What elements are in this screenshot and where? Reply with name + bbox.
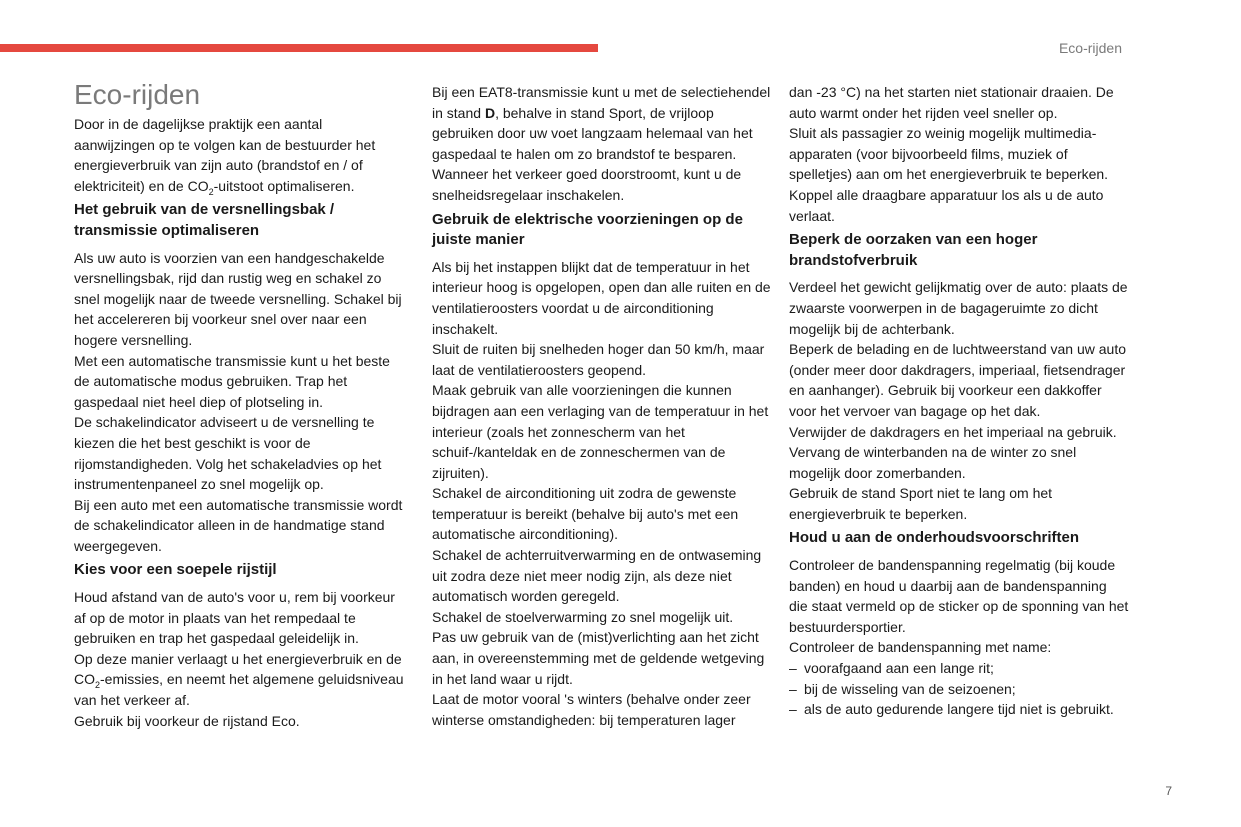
paragraph-indicator-auto: Bij een auto met een automatische transmissie wordt de schakelindicator alleen in de handmatige stand weergegeven. xyxy=(74,496,403,554)
page-title: Eco-rijden xyxy=(74,79,201,110)
heading-transmission: Het gebruik van de versnellingsbak / transmissie optimaliseren xyxy=(74,201,335,239)
paragraph-automatic: Met een automatische transmissie kunt u het beste de automatische modus gebruiken. Trap het gaspedaal niet heel diep of plotseling in. xyxy=(74,352,390,410)
paragraph-winter-tyres: Vervang de winterbanden na de winter zo snel mogelijk door zomerbanden. xyxy=(789,444,1077,481)
paragraph-distance: Houd afstand van de auto's voor u, rem bij voorkeur af op de motor in plaats van het rempedaal te gebruiken en trap het gaspedaal geleidelijk in. xyxy=(74,589,395,647)
header-accent-bar xyxy=(0,44,598,52)
heading-maintenance: Houd u aan de onderhoudsvoorschriften xyxy=(789,529,1080,547)
paragraph-pressure-when: Controleer de bandenspanning met name: xyxy=(789,639,1052,656)
paragraph-disconnect: Koppel alle draagbare apparatuur los als u de auto verlaat. xyxy=(789,186,1104,224)
paragraph-lights: Pas uw gebruik van de (mist)verlichting aan het zicht aan, in overeenstemming met de geldende wetgeving in het land waar u rijdt. xyxy=(432,629,765,687)
intro-paragraph: Door in de dagelijkse praktijk een aantal aanwijzingen op te volgen kan de bestuurder het energieverbruik van zijn auto (brandstof en / of elektriciteit) en de $CO_2$-uitstoot optimaliseren. xyxy=(74,116,376,197)
heading-fuel-causes: Beperk de oorzaken van een hoger brandstofverbruik xyxy=(789,231,1038,269)
paragraph-manual: Als uw auto is voorzien van een handgeschakelde versnellingsbak, rijd dan rustig weg en schakel zo snel mogelijk naar de tweede versnelling. Schakel bij het accelereren bij voorkeur snel over naar een hogere versnelling. xyxy=(74,249,402,348)
paragraph-cruise-control: Wanneer het verkeer goed doorstroomt, kunt u de snelheidsregelaar inschakelen. xyxy=(432,166,742,203)
paragraph-tyre-pressure: Controleer de bandenspanning regelmatig (bij koude banden) en houd u daarbij aan de bandenspanning die staat vermeld op de sticker op de sponning van het bestuurdersportier. xyxy=(789,557,1129,635)
paragraph-shift-indicator: De schakelindicator adviseert u de versnelling te kiezen die het best geschikt is voor de rijomstandigheden. Volg het schakeladvies op het instrumentenpaneel zo snel mogelijk op. xyxy=(74,414,382,493)
paragraph-weight: Verdeel het gewicht gelijkmatig over de auto: plaats de zwaarste voorwerpen in de bagageruimte zo dicht mogelijk bij de achterbank. xyxy=(789,279,1128,337)
running-header: Eco-rijden xyxy=(1058,40,1122,56)
paragraph-idle: Laat de motor vooral 's winters (behalve onder zeer winterse omstandigheden: bij temperaturen lager xyxy=(432,691,751,728)
heading-smooth-driving: Kies voor een soepele rijstijl xyxy=(74,561,277,579)
paragraph-multimedia: Sluit als passagier zo weinig mogelijk multimedia-apparaten (voor bijvoorbeeld films, muziek of spelletjes) aan om het energieverbruik te beperken. xyxy=(789,125,1109,183)
column-3 xyxy=(789,82,1129,720)
paragraph-eat8: Bij een EAT8-transmissie kunt u met de selectiehendel in stand D, behalve in stand Sport, de vrijloop gebruiken door uw voet langzaam helemaal van het gaspedaal te halen om zo brandstof te besparen. xyxy=(432,84,771,162)
paragraph-cooling: Maak gebruik van alle voorzieningen die kunnen bijdragen aan een verlaging van de temperatuur in het interieur (zoals het zonnescherm van het schuif-/kanteldak en de zonneschermen van de zijruiten). xyxy=(432,382,769,481)
paragraph-sport-mode: Gebruik de stand Sport niet te lang om het energieverbruik te beperken. xyxy=(789,485,1053,522)
paragraph-co2: Op deze manier verlaagt u het energieverbruik en de $CO_2$-emissies, en neemt het algemene geluidsniveau van het verkeer af. xyxy=(74,650,404,709)
paragraph-defrost: Schakel de achterruitverwarming en de ontwaseming uit zodra deze niet meer nodig zijn, als deze niet automatisch worden geregeld. xyxy=(432,547,762,605)
column-1 xyxy=(74,79,404,731)
paragraph-load: Beperk de belading en de luchtweerstand van uw auto (onder meer door dakdragers, imperiaal, fietsendrager en aanhanger). Gebruik bij voorkeur een dakkoffer voor het vervoer van bagage op het dak. xyxy=(789,341,1127,419)
paragraph-hot-interior: Als bij het instappen blijkt dat de temperatuur in het interieur hoog is opgelopen, open dan alle ruiten en de ventilatieroosters voordat u de airconditioning inschakelt. xyxy=(432,258,771,337)
paragraph-idle-continued: dan -23 °C) na het starten niet stationair draaien. De auto warmt onder het rijden veel sneller op. xyxy=(789,84,1114,121)
paragraph-windows: Sluit de ruiten bij snelheden hoger dan 50 km/h, maar laat de ventilatieroosters geopend. xyxy=(432,341,765,378)
list-item: – als de auto gedurende langere tijd niet is gebruikt. xyxy=(789,701,1114,718)
list-item: – voorafgaand aan een lange rit; xyxy=(789,660,994,677)
paragraph-seat-heating: Schakel de stoelverwarming zo snel mogelijk uit. xyxy=(432,608,734,625)
heading-electrical: Gebruik de elektrische voorzieningen op de juiste manier xyxy=(432,210,743,249)
page-number: 7 xyxy=(1165,784,1172,798)
column-2 xyxy=(432,82,772,730)
paragraph-eco-mode: Gebruik bij voorkeur de rijstand Eco. xyxy=(74,712,300,729)
list-item: – bij de wisseling van de seizoenen; xyxy=(789,680,1016,697)
paragraph-ac-off: Schakel de airconditioning uit zodra de gewenste temperatuur is bereikt (behalve bij auto's met een automatische airconditioning). xyxy=(432,485,739,543)
paragraph-roof-bars: Verwijder de dakdragers en het imperiaal na gebruik. xyxy=(789,423,1117,440)
